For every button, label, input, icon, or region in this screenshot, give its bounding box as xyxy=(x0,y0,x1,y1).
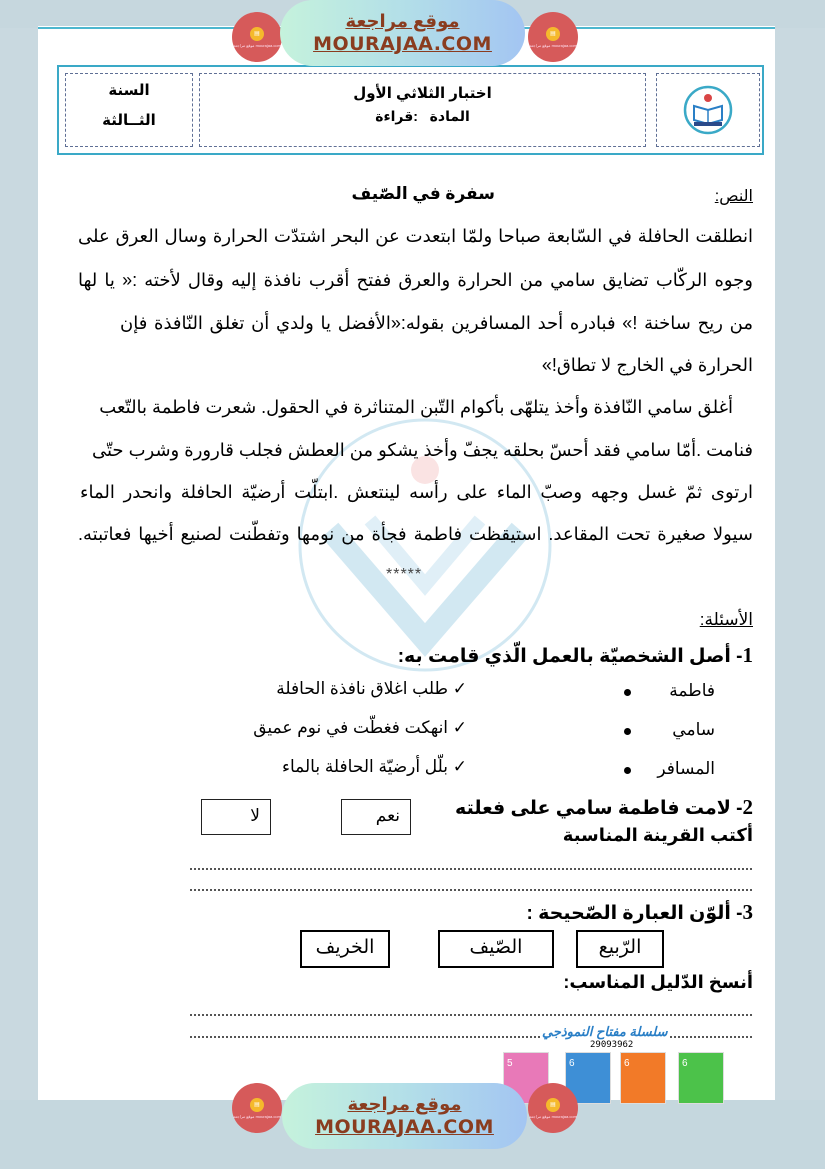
subject-line xyxy=(200,108,645,125)
character-item: المسافر xyxy=(657,759,715,778)
school-logo-box xyxy=(656,73,760,147)
brand-badge-right[interactable] xyxy=(528,12,578,62)
answer-line[interactable] xyxy=(190,1014,752,1016)
answer-option-no[interactable]: لا xyxy=(201,799,271,835)
book-series-title: سلسلة مفتاح النموذجي xyxy=(542,1024,668,1039)
book-cover-level-6[interactable]: 6 xyxy=(565,1052,611,1104)
question-text: - ألوّن العبارة الصّحيحة : xyxy=(526,903,743,924)
grade-level-box xyxy=(65,73,193,147)
grade-level-line2: الثــالثة xyxy=(102,112,156,129)
question-number: 1 xyxy=(742,643,753,667)
brand-badge-left-bottom[interactable] xyxy=(232,1083,282,1133)
answer-option-yes[interactable]: نعم xyxy=(341,799,411,835)
passage-separator: ***** xyxy=(386,566,423,583)
exam-title: اختبار الثلاثي الأول xyxy=(353,85,492,102)
question-number: 3 xyxy=(742,900,753,924)
site-name-arabic: موقع مراجعة xyxy=(345,11,460,31)
book-cover-level-6[interactable]: 6 xyxy=(678,1052,724,1104)
action-item[interactable]: ✓ طلب اغلاق نافذة الحافلة xyxy=(276,679,467,698)
book-cover-level-6[interactable]: 6 xyxy=(620,1052,666,1104)
match-bullet[interactable] xyxy=(624,728,631,735)
question-2-instruction: أكتب القرينة المناسبة xyxy=(562,825,753,845)
school-book-logo-icon xyxy=(682,84,734,136)
season-option-autumn[interactable]: الخريف xyxy=(300,930,390,968)
site-name-english: MOURAJAA.COM xyxy=(315,1116,494,1138)
book-cover-level-5[interactable]: 5 xyxy=(503,1052,549,1104)
book-logo-icon: ▤ xyxy=(546,27,560,41)
site-name-english: MOURAJAA.COM xyxy=(313,33,492,55)
site-name-arabic: موقع مراجعة xyxy=(347,1094,462,1114)
question-text: - لامت فاطمة سامي على فعلته xyxy=(455,798,743,819)
passage-line: ارتوى ثمّ غسل وجهه وصبّ الماء على رأسه لينتعش .ابتلّت أرضيّة الحافلة وانحدر الماء xyxy=(80,482,753,502)
book-logo-icon: ▤ xyxy=(250,27,264,41)
character-item: سامي xyxy=(672,720,715,739)
passage-line: انطلقت الحافلة في السّابعة صباحا ولمّا ابتعدت عن البحر اشتدّت الحرارة وسال العرق على xyxy=(78,226,753,246)
action-item[interactable]: ✓ انهكت فغطّت في نوم عميق xyxy=(253,718,467,737)
badge-text: موقع مراجعة mourajaa.com xyxy=(529,1113,577,1119)
question-text: - أصل الشخصيّة بالعمل الّذي قامت به: xyxy=(397,646,743,667)
passage-line: سيولا صغيرة تحت المقاعد. استيقظت فاطمة فجأة من نومها وتفطّنت لصنيع أخيها فعاتبته. xyxy=(78,524,753,544)
badge-text: موقع مراجعة mourajaa.com xyxy=(233,42,281,48)
questions-section-label: الأسئلة: xyxy=(699,610,753,629)
season-option-summer[interactable]: الصّيف xyxy=(438,930,554,968)
match-bullet[interactable] xyxy=(624,689,631,696)
subject-value: :قراءة xyxy=(375,108,418,124)
season-option-spring[interactable]: الرّبيع xyxy=(576,930,664,968)
badge-text: موقع مراجعة mourajaa.com xyxy=(233,1113,281,1119)
book-logo-icon: ▤ xyxy=(250,1098,264,1112)
question-number: 2 xyxy=(742,795,753,819)
answer-line[interactable] xyxy=(190,889,752,891)
passage-line: وجوه الركّاب تضايق سامي من الحرارة والعرق ففتح أقرب نافذة إليه وقال لأخته :« يا لها xyxy=(78,270,753,290)
passage-line: فنامت .أمّا سامي فقد أحسّ بحلقه يجفّ وأخذ يشكو من العطش فجلب قارورة وشرب حتّى xyxy=(92,440,753,460)
passage-line: من ريح ساخنة !» فبادره أحد المسافرين بقوله:«الأفضل يا ولدي أن تغلق النّافذة فإن xyxy=(120,313,753,333)
action-item[interactable]: ✓ بلّل أرضيّة الحافلة بالماء xyxy=(282,757,467,776)
subject-label: المادة xyxy=(429,108,470,124)
brand-badge-right-bottom[interactable] xyxy=(528,1083,578,1133)
contact-phone: 29093962 xyxy=(590,1040,634,1050)
brand-banner-bottom[interactable] xyxy=(282,1083,527,1149)
answer-line[interactable] xyxy=(190,868,752,870)
question-1 xyxy=(398,643,753,668)
question-3 xyxy=(527,900,754,925)
question-2 xyxy=(455,795,753,820)
brand-banner-top[interactable] xyxy=(280,0,525,66)
exam-header xyxy=(57,65,764,155)
passage-line: الحرارة في الخارج لا تطاق!» xyxy=(541,355,753,375)
book-logo-icon: ▤ xyxy=(546,1098,560,1112)
badge-text: موقع مراجعة mourajaa.com xyxy=(529,42,577,48)
character-item: فاطمة xyxy=(669,681,715,700)
question-3-instruction: أنسخ الدّليل المناسب: xyxy=(563,972,753,992)
match-bullet[interactable] xyxy=(624,767,631,774)
passage-line: أغلق سامي النّافذة وأخذ يتلهّى بأكوام التّبن المتناثرة في الحقول. شعرت فاطمة بالتّعب xyxy=(99,397,733,417)
exam-title-box xyxy=(199,73,646,147)
brand-badge-left[interactable] xyxy=(232,12,282,62)
grade-level-line1: السنة xyxy=(108,82,150,99)
passage-section-label: النص: xyxy=(714,188,753,205)
story-title: سفرة في الصّيف xyxy=(351,184,495,203)
